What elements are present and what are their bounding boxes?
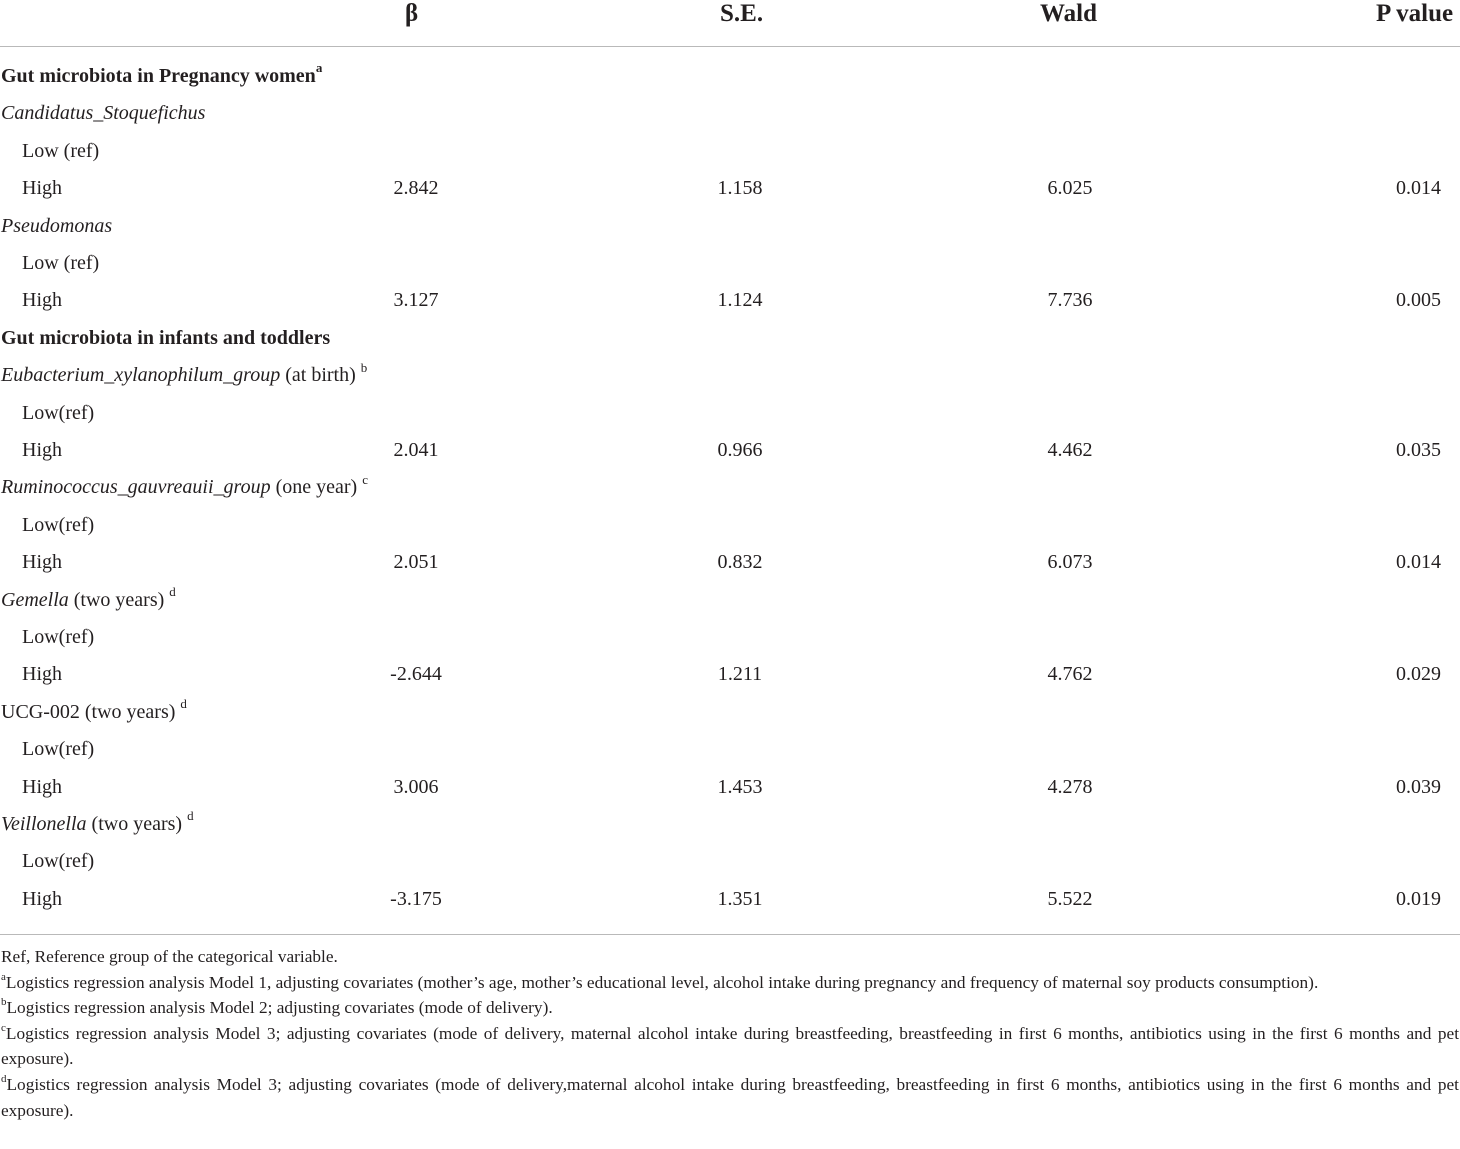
taxon-qualifier: (at birth) [280, 364, 361, 387]
taxon-name: UCG-002 (two years) [1, 700, 181, 723]
level-label-low: Low(ref) [22, 401, 95, 424]
table-row [0, 774, 1460, 811]
p-value: 0.019 [1396, 887, 1441, 910]
wald-value: 4.762 [1047, 663, 1093, 686]
p-value: 0.029 [1396, 663, 1441, 686]
beta-value: 3.006 [393, 775, 439, 798]
column-header-wald: Wald [1040, 0, 1097, 27]
table-row [0, 661, 1460, 698]
column-header-se: S.E. [720, 0, 764, 27]
footnote [1, 970, 1459, 996]
table-row [0, 437, 1460, 474]
table-row [0, 736, 1460, 773]
taxon-label [1, 808, 194, 837]
se-value: 0.832 [717, 551, 763, 574]
table-footnotes [1, 944, 1459, 1123]
table-row [0, 138, 1460, 175]
level-label-high: High [22, 887, 62, 910]
taxon-name: Gemella [1, 588, 69, 611]
wald-value: 7.736 [1047, 289, 1093, 312]
taxon-name: Pseudomonas [1, 214, 113, 237]
beta-value: 2.842 [393, 177, 439, 200]
column-header-beta: β [405, 0, 419, 27]
footnote-marker: d [187, 808, 194, 824]
level-label-high: High [22, 177, 62, 200]
footnote [1, 944, 1459, 970]
section-title [1, 60, 323, 89]
wald-value: 6.073 [1047, 551, 1093, 574]
section-heading-row [0, 60, 1460, 100]
se-value: 1.211 [717, 663, 763, 686]
footnote-marker: d [169, 583, 176, 599]
taxon-row [0, 213, 1460, 250]
taxon-label [1, 583, 176, 613]
column-header-p-value: P value [1376, 0, 1454, 27]
taxon-label [1, 359, 368, 388]
taxon-row [0, 471, 1460, 511]
level-label-high: High [22, 775, 62, 798]
taxon-name: Eubacterium_xylanophilum_group [1, 364, 281, 387]
beta-value: 2.041 [393, 439, 439, 461]
p-value: 0.035 [1396, 439, 1441, 461]
footnote-text: Logistics regression analysis Model 3; adjusting covariates (mode of delivery, maternal alcohol intake during breastfeeding, breastfeeding in first 6 months, antibiotics using in the first 6 months and pet exposure). [1, 1023, 1459, 1069]
p-value: 0.014 [1396, 177, 1441, 200]
table-bottom-rule [0, 934, 1460, 935]
beta-value: -2.644 [390, 663, 442, 686]
footnote-text: Logistics regression analysis Model 2; adjusting covariates (mode of delivery). [6, 998, 553, 1018]
table-row [0, 250, 1460, 287]
footnote-marker: c [1, 1022, 6, 1035]
taxon-qualifier: (two years) [86, 813, 188, 835]
section-heading-row [0, 325, 1460, 362]
table-row [0, 624, 1460, 661]
footnote-marker: b [360, 359, 368, 375]
table-row [0, 549, 1460, 586]
section-title-text: Gut microbiota in Pregnancy women [1, 65, 316, 87]
footnote [1, 1021, 1459, 1072]
footnote-marker: d [1, 1073, 7, 1086]
p-value: 0.005 [1396, 289, 1441, 312]
footnote [1, 995, 1459, 1021]
se-value: 1.124 [717, 289, 763, 312]
taxon-row [0, 359, 1460, 399]
section-title-text: Gut microbiota in infants and toddlers [1, 326, 331, 349]
level-label-low: Low(ref) [22, 738, 95, 761]
section-title [1, 325, 330, 351]
table-header [0, 0, 1460, 47]
taxon-row [0, 696, 1460, 736]
taxon-row [0, 100, 1460, 137]
wald-value: 5.522 [1047, 887, 1093, 910]
taxon-name: Ruminococcus_gauvreauii_group [1, 476, 271, 499]
footnote-marker: a [315, 60, 323, 76]
footnote-text: Logistics regression analysis Model 3; adjusting covariates (mode of delivery,maternal alcohol intake during breastfeeding, breastfeeding in first 6 months, antibiotics using in the first 6 months and pet exposure). [1, 1074, 1459, 1120]
level-label-low: Low(ref) [22, 850, 95, 873]
beta-value: 3.127 [393, 289, 439, 312]
table-row [0, 512, 1460, 549]
wald-value: 4.278 [1047, 775, 1093, 798]
beta-value: -3.175 [390, 887, 442, 910]
se-value: 1.351 [717, 887, 763, 910]
taxon-label [1, 100, 205, 126]
wald-value: 4.462 [1047, 439, 1093, 461]
taxon-label [1, 471, 368, 500]
wald-value: 6.025 [1047, 177, 1093, 200]
footnote-text: Logistics regression analysis Model 1, adjusting covariates (mother’s age, mother’s educational level, alcohol intake during pregnancy and frequency of maternal soy products consumption). [5, 972, 1319, 992]
table-row [0, 848, 1460, 885]
taxon-row [0, 583, 1460, 624]
footnote-marker: b [1, 996, 7, 1009]
level-label-high: High [22, 289, 62, 312]
footnote [1, 1072, 1459, 1123]
taxon-qualifier: (two years) [68, 588, 170, 611]
table-row [0, 287, 1460, 324]
taxon-row [0, 808, 1460, 848]
footnote-marker: c [362, 471, 368, 487]
se-value: 1.453 [717, 775, 763, 798]
footnote-marker: d [180, 696, 187, 712]
table-row [0, 886, 1460, 923]
taxon-qualifier: (one year) [270, 476, 363, 499]
taxon-name: Veillonella [1, 813, 87, 835]
taxon-label [1, 696, 187, 725]
table-row [0, 400, 1460, 437]
level-label-high: High [22, 663, 62, 686]
level-label-high: High [22, 439, 62, 461]
se-value: 0.966 [717, 439, 763, 461]
level-label-low: Low (ref) [22, 252, 100, 274]
footnote-marker: a [1, 970, 6, 983]
p-value: 0.039 [1396, 775, 1441, 798]
beta-value: 2.051 [393, 551, 439, 574]
level-label-low: Low(ref) [22, 626, 95, 648]
footnote-text: Ref, Reference group of the categorical variable. [1, 947, 338, 966]
taxon-label [1, 213, 112, 239]
se-value: 1.158 [717, 177, 763, 200]
level-label-low: Low (ref) [22, 139, 100, 162]
p-value: 0.014 [1396, 551, 1441, 574]
level-label-high: High [22, 551, 62, 574]
level-label-low: Low(ref) [22, 513, 95, 536]
taxon-name: Candidatus_Stoquefichus [1, 102, 206, 125]
table-row [0, 175, 1460, 212]
